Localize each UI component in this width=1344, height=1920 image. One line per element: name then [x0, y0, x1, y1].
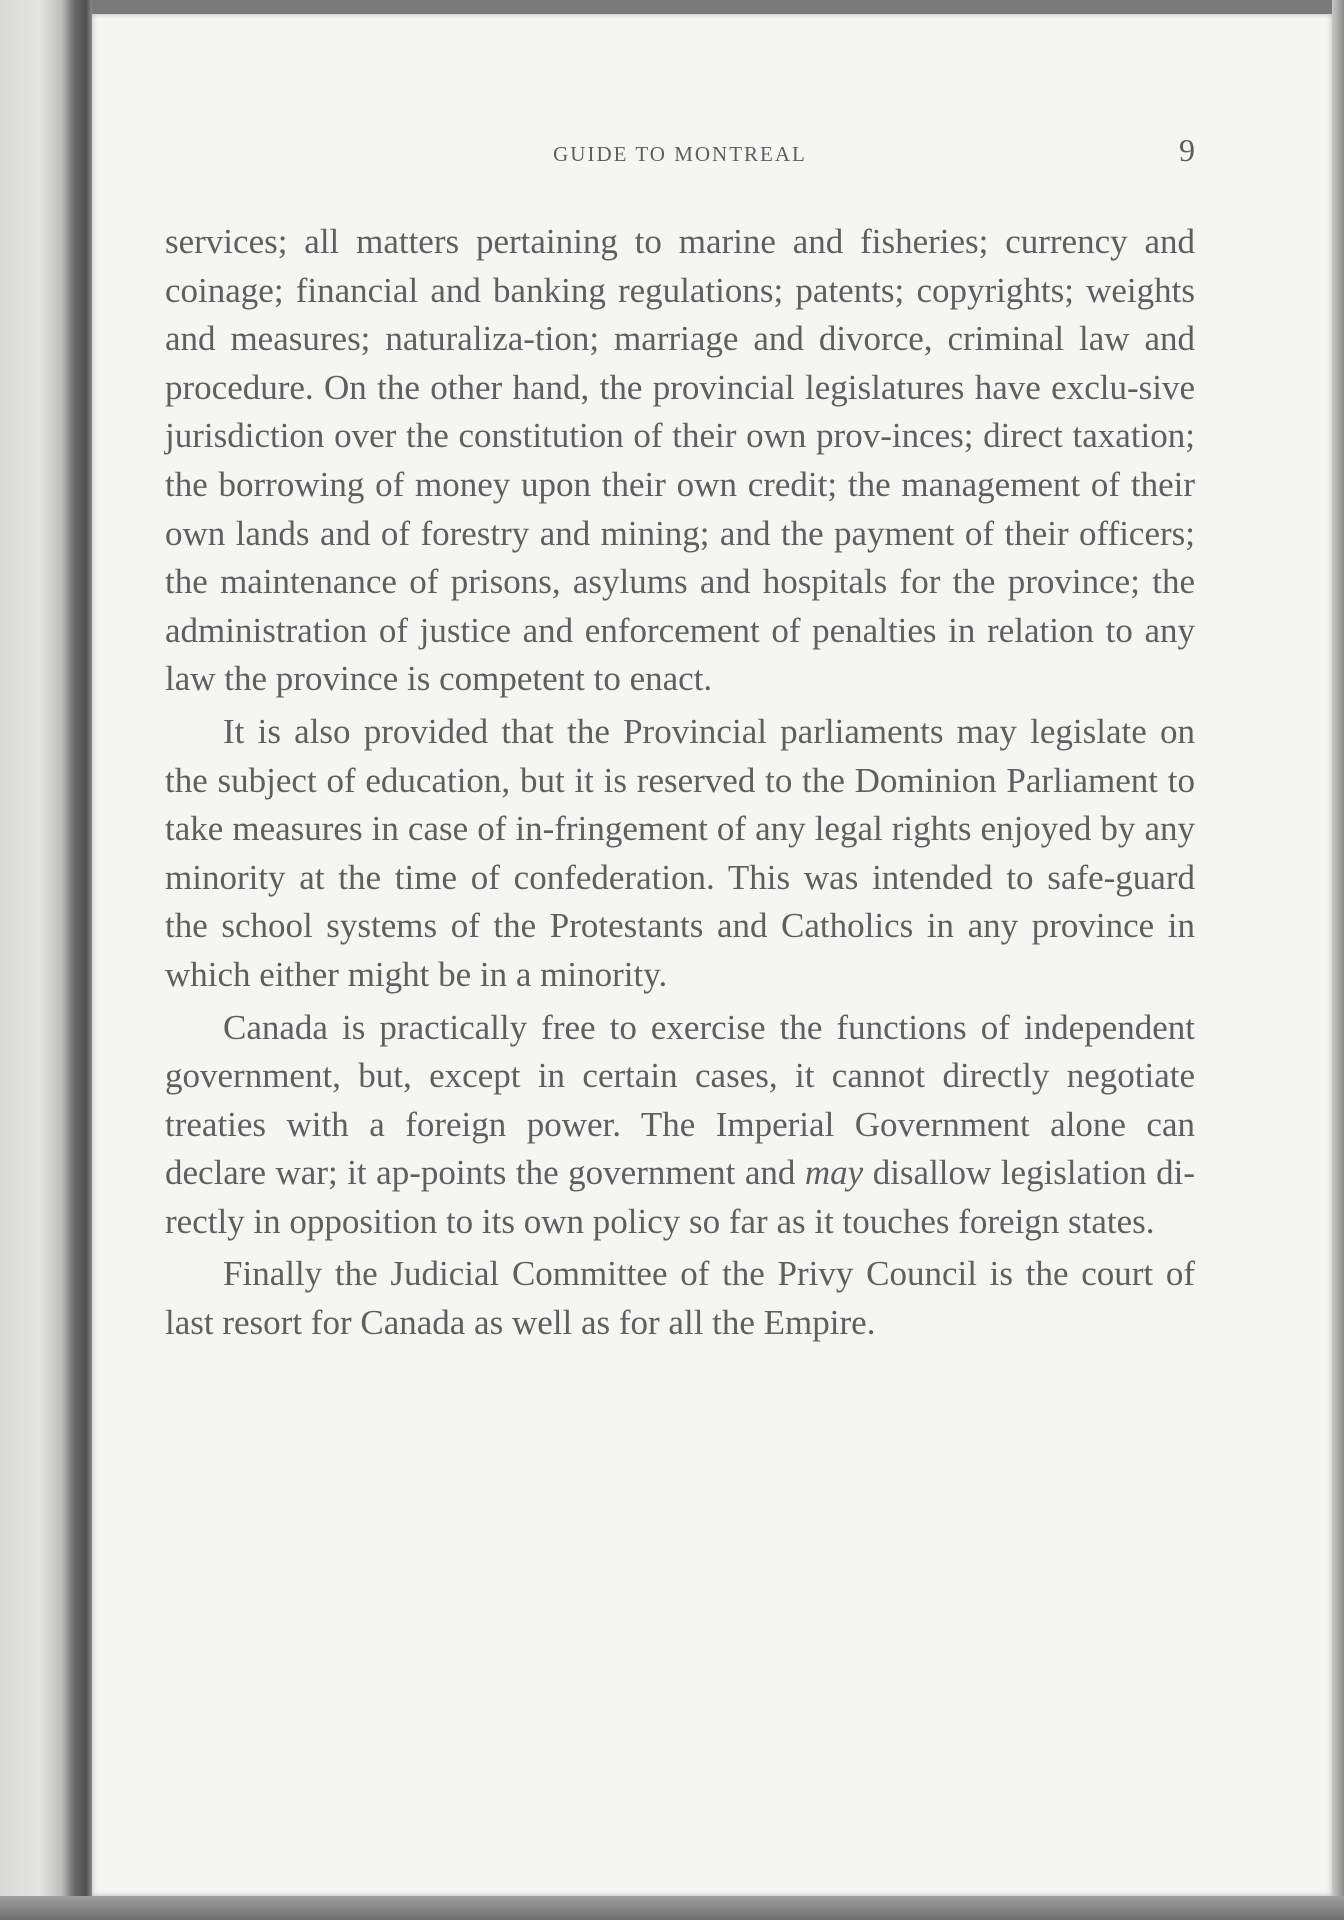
body-text: [165, 218, 1195, 1352]
paragraph-4: Finally the Judicial Committee of the Privy Council is the court of last resort for Canada as well as for all the Empire.: [165, 1254, 1195, 1343]
page-number: 9: [1179, 132, 1195, 168]
running-head: GUIDE TO MONTREAL: [553, 142, 807, 166]
page-right-edge: [1332, 0, 1344, 1920]
paragraph-3-text-before: Canada is practically free to exercise the functions of independent government, but, except in certain cases, it cannot directly negotiate treaties with a foreign power. The Imperial Government alone can declare war; it ap-points the government and: [165, 1007, 1195, 1193]
paragraph-2: It is also provided that the Provincial parliaments may legislate on the subject of education, but it is reserved to the Dominion Parliament to take measures in case of in-fringement of any legal rights enjoyed by any minority at the time of confederation. This was intended to safe-guard the school systems of the Protestants and Catholics in any province in which either might be in a minority.: [165, 711, 1195, 994]
page-header: [165, 132, 1195, 172]
paragraph-1: services; all matters pertaining to marine and fisheries; currency and coinage; financial and banking regulations; patents; copyrights; weights and measures; naturaliza-tion; marriage and divorce, criminal law and procedure. On the other hand, the provincial legislatures have exclu-sive jurisdiction over the constitution of their own prov-inces; direct taxation; the borrowing of money upon their own credit; the management of their own lands and of forestry and mining; and the payment of their officers; the maintenance of prisons, asylums and hospitals for the province; the administration of justice and enforcement of penalties in relation to any law the province is competent to enact.: [165, 222, 1195, 699]
paragraph-3-text-after: disallow legislation di-rectly in opposition to its own policy so far as it touches foreign states.: [165, 1153, 1195, 1241]
page-bottom-edge: [0, 1896, 1344, 1920]
book-spine-edge: [0, 0, 92, 1920]
paragraph-3-emphasis: may: [804, 1153, 864, 1193]
paragraph-3: [165, 1004, 1195, 1247]
